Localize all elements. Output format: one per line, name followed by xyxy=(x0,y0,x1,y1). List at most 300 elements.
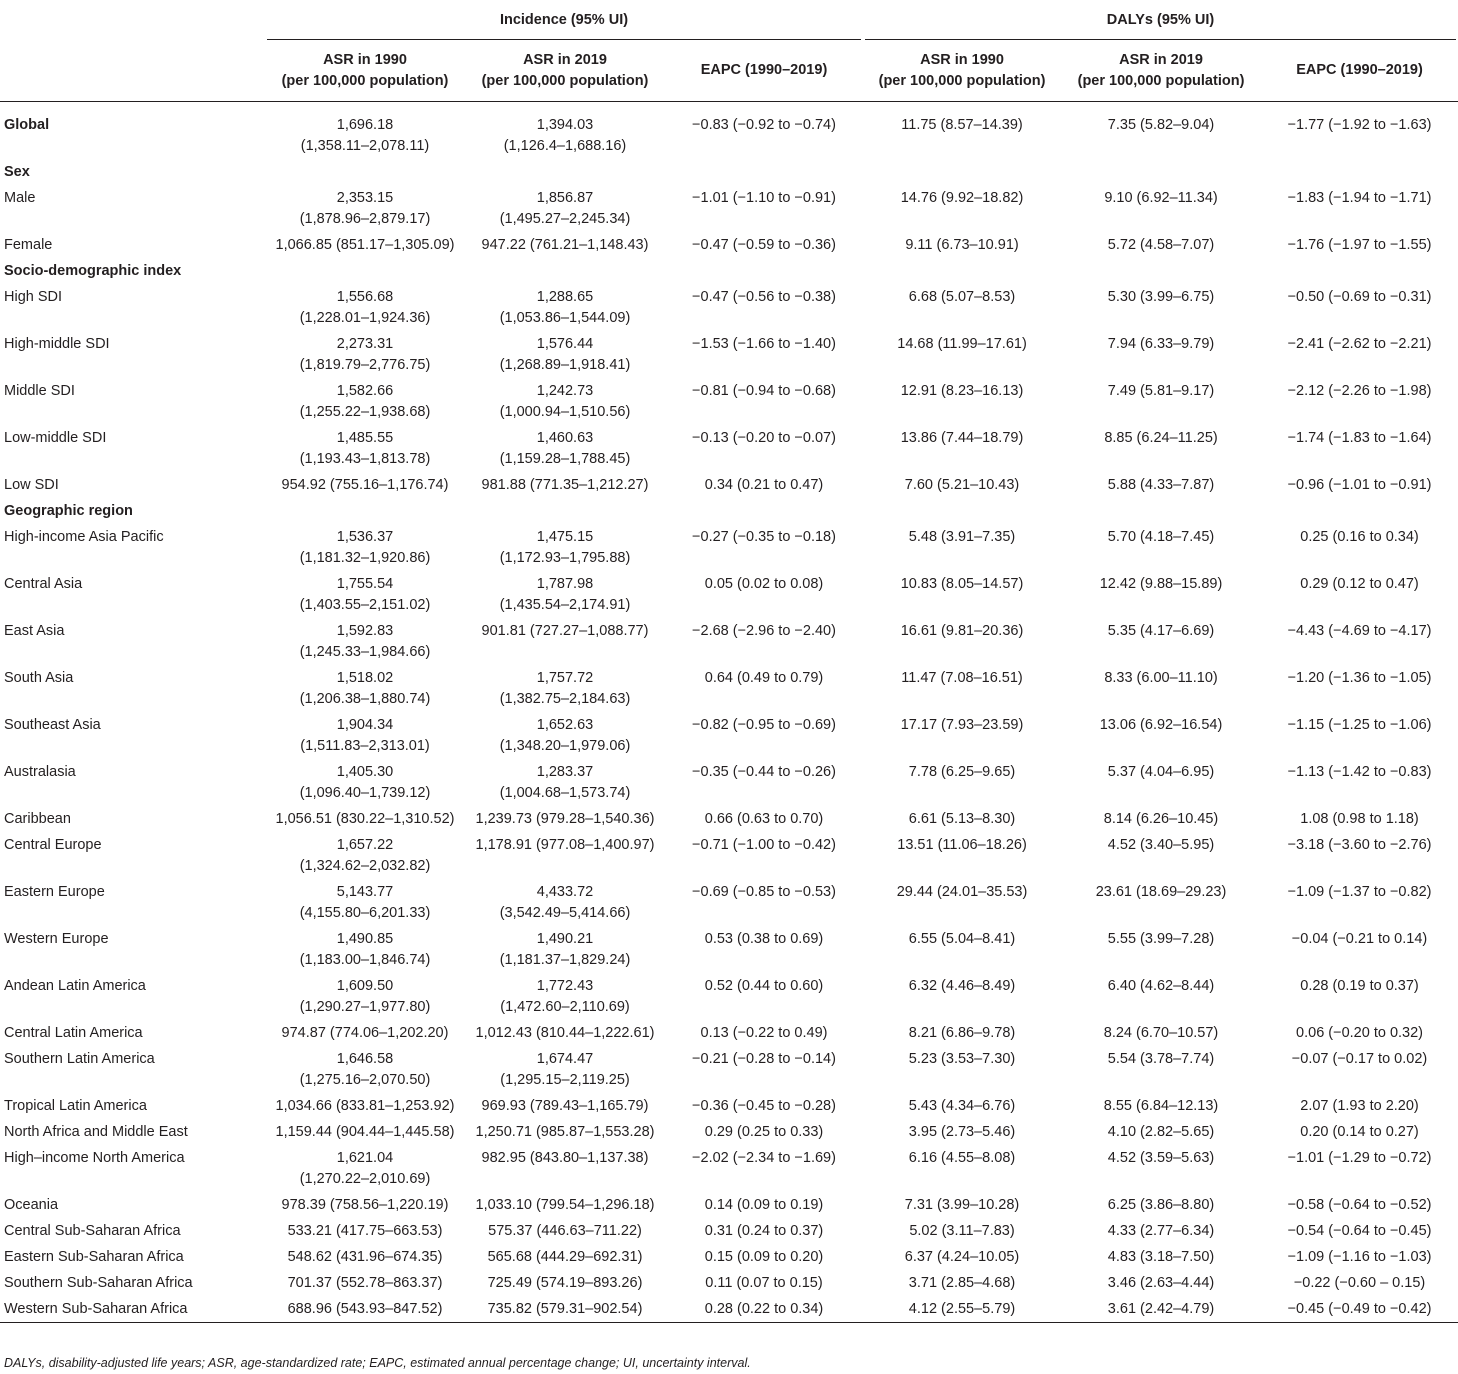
table-cell xyxy=(863,379,1061,426)
header-col-3: EAPC (1990–2019) xyxy=(665,40,863,102)
table-cell xyxy=(265,102,465,160)
cell-value: 3.61 (2.42–4.79) xyxy=(1107,1300,1215,1317)
table-cell xyxy=(265,332,465,379)
table-cell xyxy=(1261,1094,1458,1120)
cell-value: 548.62 (431.96–674.35) xyxy=(287,1248,443,1265)
cell-value: 7.31 (3.99–10.28) xyxy=(904,1196,1020,1213)
table-cell xyxy=(265,186,465,233)
table-cell xyxy=(665,760,863,807)
cell-value: −2.41 (−2.62 to −2.21) xyxy=(1287,335,1432,352)
row-label: East Asia xyxy=(4,622,65,639)
cell-value: 11.75 (8.57–14.39) xyxy=(901,117,1023,133)
cell-value: 3.95 (2.73–5.46) xyxy=(908,1123,1016,1140)
table-cell xyxy=(1061,1047,1261,1094)
cell-value: 0.29 (0.12 to 0.47) xyxy=(1300,575,1419,592)
table-cell xyxy=(465,1146,665,1193)
header-group-incidence: Incidence (95% UI) xyxy=(265,0,863,40)
table-cell xyxy=(665,619,863,666)
table-cell xyxy=(1061,760,1261,807)
cell-value: 1,556.68 xyxy=(336,288,394,305)
cell-value: 3.46 (2.63–4.44) xyxy=(1107,1274,1215,1291)
table-cell xyxy=(863,525,1061,572)
cell-value: 0.52 (0.44 to 0.60) xyxy=(704,977,824,994)
cell-value: 954.92 (755.16–1,176.74) xyxy=(281,476,449,493)
table-cell xyxy=(265,833,465,880)
cell-value: 0.15 (0.09 to 0.20) xyxy=(704,1248,824,1265)
cell-value: 5.54 (3.78–7.74) xyxy=(1107,1050,1215,1067)
table-cell xyxy=(665,1245,863,1271)
table-cell xyxy=(265,807,465,833)
cell-value: 8.85 (6.24–11.25) xyxy=(1104,429,1218,446)
table-cell xyxy=(1061,379,1261,426)
table-cell xyxy=(265,880,465,927)
cell-value: 4.33 (2.77–6.34) xyxy=(1107,1222,1215,1239)
cell-value: 565.68 (444.29–692.31) xyxy=(487,1248,643,1265)
table-cell xyxy=(265,233,465,259)
cell-value: −0.27 (−0.35 to −0.18) xyxy=(692,528,836,545)
cell-value: −3.18 (−3.60 to −2.76) xyxy=(1287,836,1432,853)
table-cell xyxy=(665,927,863,974)
section-label: Geographic region xyxy=(4,502,133,519)
table-cell xyxy=(665,379,863,426)
table-cell xyxy=(863,713,1061,760)
table-cell xyxy=(1261,760,1458,807)
table-cell xyxy=(265,1297,465,1323)
row-label: Southern Sub-Saharan Africa xyxy=(4,1274,193,1291)
table-row xyxy=(0,1021,1458,1047)
cell-interval: (1,172.93–1,795.88) xyxy=(499,549,631,566)
cell-value: 13.51 (11.06–18.26) xyxy=(897,836,1027,853)
table-cell xyxy=(465,1047,665,1094)
table-cell xyxy=(465,1193,665,1219)
table-cell xyxy=(1061,572,1261,619)
cell-value: 11.47 (7.08–16.51) xyxy=(901,669,1023,686)
cell-value: −0.45 (−0.49 to −0.42) xyxy=(1287,1300,1432,1317)
cell-value: 1,657.22 xyxy=(336,836,394,853)
table-cell xyxy=(1061,619,1261,666)
cell-value: 7.60 (5.21–10.43) xyxy=(904,476,1020,493)
cell-value: 4.10 (2.82–5.65) xyxy=(1107,1123,1215,1140)
cell-value: 1,518.02 xyxy=(336,669,394,686)
cell-value: 0.31 (0.24 to 0.37) xyxy=(704,1222,824,1239)
table-cell xyxy=(863,186,1061,233)
table-cell xyxy=(465,379,665,426)
cell-value: 6.68 (5.07–8.53) xyxy=(908,288,1016,305)
cell-value: 1,460.63 xyxy=(536,429,594,446)
table-cell xyxy=(465,186,665,233)
table-row xyxy=(0,760,1458,807)
table-cell xyxy=(863,666,1061,713)
cell-interval: (1,268.89–1,918.41) xyxy=(499,356,631,373)
row-label: Male xyxy=(4,189,36,206)
table-cell xyxy=(665,713,863,760)
cell-value: 8.21 (6.86–9.78) xyxy=(908,1024,1016,1041)
row-label: Eastern Sub-Saharan Africa xyxy=(4,1248,184,1265)
table-row xyxy=(0,572,1458,619)
table-cell xyxy=(1261,880,1458,927)
cell-interval: (1,324.62–2,032.82) xyxy=(299,857,431,874)
table-cell xyxy=(863,1297,1061,1323)
cell-value: 1,646.58 xyxy=(336,1050,394,1067)
cell-value: 8.24 (6.70–10.57) xyxy=(1103,1024,1219,1041)
table-cell xyxy=(1061,233,1261,259)
table-cell xyxy=(1261,1193,1458,1219)
table-cell xyxy=(465,426,665,473)
table-cell xyxy=(863,880,1061,927)
cell-value: 0.13 (−0.22 to 0.49) xyxy=(700,1024,828,1041)
table-cell xyxy=(1061,1297,1261,1323)
row-label: Southeast Asia xyxy=(4,716,101,733)
cell-value: 4.12 (2.55–5.79) xyxy=(908,1300,1016,1317)
table-cell xyxy=(465,572,665,619)
table-row xyxy=(0,102,1458,160)
cell-value: 5.35 (4.17–6.69) xyxy=(1107,622,1215,639)
row-label: Central Asia xyxy=(4,575,83,592)
table-cell xyxy=(1061,285,1261,332)
table-cell xyxy=(1261,1219,1458,1245)
table-cell xyxy=(465,807,665,833)
cell-value: −2.68 (−2.96 to −2.40) xyxy=(692,622,836,639)
table-cell xyxy=(665,525,863,572)
table-cell xyxy=(265,572,465,619)
table-row xyxy=(0,1219,1458,1245)
table-row xyxy=(0,332,1458,379)
table-row xyxy=(0,807,1458,833)
table-row xyxy=(0,619,1458,666)
cell-value: −1.15 (−1.25 to −1.06) xyxy=(1287,716,1432,733)
cell-interval: (1,290.27–1,977.80) xyxy=(299,998,431,1015)
cell-value: 1,066.85 (851.17–1,305.09) xyxy=(275,236,455,253)
cell-value: 0.28 (0.19 to 0.37) xyxy=(1300,977,1419,994)
cell-value: 5.48 (3.91–7.35) xyxy=(908,528,1016,545)
cell-value: −0.58 (−0.64 to −0.52) xyxy=(1287,1196,1432,1213)
table-cell xyxy=(1061,807,1261,833)
row-label: High–income North America xyxy=(4,1149,185,1166)
table-cell xyxy=(265,619,465,666)
table-cell xyxy=(1261,1120,1458,1146)
table-cell xyxy=(863,572,1061,619)
table-cell xyxy=(1261,1297,1458,1323)
table-cell xyxy=(265,379,465,426)
table-cell xyxy=(265,285,465,332)
table-cell xyxy=(863,1193,1061,1219)
table-cell xyxy=(665,1021,863,1047)
cell-value: −1.01 (−1.10 to −0.91) xyxy=(692,189,836,206)
cell-interval: (1,435.54–2,174.91) xyxy=(499,596,631,613)
cell-value: 14.76 (9.92–18.82) xyxy=(900,189,1024,206)
cell-value: −1.74 (−1.83 to −1.64) xyxy=(1287,429,1432,446)
cell-value: 1,772.43 xyxy=(536,977,594,994)
cell-interval: (1,382.75–2,184.63) xyxy=(499,690,631,707)
row-label: South Asia xyxy=(4,669,74,686)
table-cell xyxy=(465,760,665,807)
cell-value: 1,242.73 xyxy=(536,382,594,399)
cell-value: 5.88 (4.33–7.87) xyxy=(1107,476,1215,493)
cell-value: −1.01 (−1.29 to −0.72) xyxy=(1287,1149,1432,1166)
section-filler xyxy=(265,259,1458,285)
cell-value: −1.77 (−1.92 to −1.63) xyxy=(1287,117,1432,133)
cell-value: 7.35 (5.82–9.04) xyxy=(1107,117,1215,133)
row-label: Caribbean xyxy=(4,810,71,827)
cell-value: 735.82 (579.31–902.54) xyxy=(487,1300,643,1317)
table-cell xyxy=(1061,1219,1261,1245)
cell-value: 575.37 (446.63–711.22) xyxy=(488,1222,642,1239)
table-cell xyxy=(265,1047,465,1094)
table-cell xyxy=(1261,1021,1458,1047)
table-row xyxy=(0,1193,1458,1219)
table-row xyxy=(0,666,1458,713)
cell-value: 1,536.37 xyxy=(336,528,394,545)
cell-interval: (1,193.43–1,813.78) xyxy=(299,450,431,467)
cell-value: 8.55 (6.84–12.13) xyxy=(1103,1097,1219,1114)
cell-value: 1.08 (0.98 to 1.18) xyxy=(1300,810,1419,827)
table-row xyxy=(0,880,1458,927)
table-cell xyxy=(1061,1245,1261,1271)
table-cell xyxy=(1261,1245,1458,1271)
cell-interval: (3,542.49–5,414.66) xyxy=(499,904,631,921)
cell-value: 5,143.77 xyxy=(336,883,394,900)
table-row xyxy=(0,426,1458,473)
cell-value: 5.55 (3.99–7.28) xyxy=(1107,930,1215,947)
table-cell xyxy=(1261,473,1458,499)
cell-interval: (1,819.79–2,776.75) xyxy=(299,356,431,373)
table-cell xyxy=(1061,525,1261,572)
cell-value: 12.42 (9.88–15.89) xyxy=(1099,575,1223,592)
cell-value: 2,353.15 xyxy=(336,189,394,206)
table-cell xyxy=(465,233,665,259)
table-row xyxy=(0,927,1458,974)
table-cell xyxy=(465,1021,665,1047)
row-label: Global xyxy=(4,117,50,133)
cell-value: 5.02 (3.11–7.83) xyxy=(909,1222,1015,1239)
cell-interval: (1,181.32–1,920.86) xyxy=(299,549,431,566)
table-cell xyxy=(1261,619,1458,666)
cell-interval: (4,155.80–6,201.33) xyxy=(299,904,431,921)
cell-value: 7.49 (5.81–9.17) xyxy=(1107,382,1215,399)
cell-value: −0.21 (−0.28 to −0.14) xyxy=(692,1050,836,1067)
row-label: Western Sub-Saharan Africa xyxy=(0,1297,265,1323)
cell-value: 1,012.43 (810.44–1,222.61) xyxy=(475,1024,655,1041)
header-col-6: EAPC (1990–2019) xyxy=(1261,40,1458,102)
cell-value: 5.43 (4.34–6.76) xyxy=(908,1097,1016,1114)
row-label: Eastern Europe xyxy=(4,883,105,900)
cell-value: 8.14 (6.26–10.45) xyxy=(1103,810,1219,827)
cell-interval: (1,159.28–1,788.45) xyxy=(499,450,631,467)
cell-value: 1,405.30 xyxy=(336,763,394,780)
table-cell xyxy=(1261,233,1458,259)
cell-value: 7.78 (6.25–9.65) xyxy=(908,763,1016,780)
cell-value: 23.61 (18.69–29.23) xyxy=(1095,883,1227,900)
cell-value: 0.29 (0.25 to 0.33) xyxy=(704,1123,824,1140)
cell-value: −1.20 (−1.36 to −1.05) xyxy=(1287,669,1432,686)
table-cell xyxy=(1061,1120,1261,1146)
cell-interval: (1,275.16–2,070.50) xyxy=(299,1071,431,1088)
row-label: Australasia xyxy=(4,763,76,780)
cell-value: −2.02 (−2.34 to −1.69) xyxy=(692,1149,836,1166)
cell-value: 0.14 (0.09 to 0.19) xyxy=(704,1196,824,1213)
row-label: High-income Asia Pacific xyxy=(4,528,164,545)
table-cell xyxy=(1061,1094,1261,1120)
row-label: Female xyxy=(4,236,53,253)
table-cell xyxy=(265,426,465,473)
table-cell xyxy=(665,1219,863,1245)
table-cell xyxy=(1261,974,1458,1021)
row-label: Low-middle SDI xyxy=(4,429,107,446)
row-label: Andean Latin America xyxy=(4,977,146,994)
table-cell xyxy=(1261,713,1458,760)
cell-value: −0.50 (−0.69 to −0.31) xyxy=(1287,288,1432,305)
cell-value: −0.82 (−0.95 to −0.69) xyxy=(692,716,836,733)
cell-value: 1,033.10 (799.54–1,296.18) xyxy=(475,1196,655,1213)
cell-value: 725.49 (574.19–893.26) xyxy=(487,1274,643,1291)
cell-value: 2,273.31 xyxy=(336,335,394,352)
table-cell xyxy=(863,927,1061,974)
table-cell xyxy=(465,927,665,974)
cell-value: 1,288.65 xyxy=(536,288,594,305)
cell-value: −0.22 (−0.60 – 0.15) xyxy=(1293,1274,1426,1291)
table-row xyxy=(0,473,1458,499)
row-label: Central Europe xyxy=(4,836,102,853)
table-cell xyxy=(1061,1271,1261,1297)
cell-value: 982.95 (843.80–1,137.38) xyxy=(481,1149,649,1166)
table-cell xyxy=(665,666,863,713)
table-cell xyxy=(1261,332,1458,379)
table-cell xyxy=(665,1193,863,1219)
cell-interval: (1,472.60–2,110.69) xyxy=(500,998,630,1015)
table-body xyxy=(0,102,1458,1323)
table-cell xyxy=(265,1120,465,1146)
table-row xyxy=(0,1146,1458,1193)
table-cell xyxy=(465,102,665,160)
row-label: Southern Latin America xyxy=(4,1050,155,1067)
table-row xyxy=(0,1245,1458,1271)
cell-value: 4.83 (3.18–7.50) xyxy=(1107,1248,1215,1265)
table-cell xyxy=(1261,927,1458,974)
section-row xyxy=(0,160,1458,186)
cell-value: −1.76 (−1.97 to −1.55) xyxy=(1287,236,1432,253)
cell-value: 0.28 (0.22 to 0.34) xyxy=(704,1300,824,1317)
row-label: Low SDI xyxy=(4,476,59,493)
cell-value: 6.37 (4.24–10.05) xyxy=(904,1248,1020,1265)
table-cell xyxy=(1061,1193,1261,1219)
table-cell xyxy=(665,186,863,233)
cell-value: 1,056.51 (830.22–1,310.52) xyxy=(275,810,455,827)
cell-value: −1.53 (−1.66 to −1.40) xyxy=(692,335,836,352)
table-row xyxy=(0,233,1458,259)
table-cell xyxy=(665,1094,863,1120)
cell-value: 688.96 (543.93–847.52) xyxy=(287,1300,443,1317)
table-footnote: DALYs, disability-adjusted life years; ASR, age-standardized rate; EAPC, estimated annual percentage change; UI, uncertainty interval. xyxy=(4,1356,751,1370)
table-cell xyxy=(1261,285,1458,332)
table-cell xyxy=(465,833,665,880)
section-label: Sex xyxy=(4,163,30,180)
table-cell xyxy=(1061,426,1261,473)
table-row xyxy=(0,974,1458,1021)
table-cell xyxy=(665,572,863,619)
cell-value: 1,904.34 xyxy=(336,716,394,733)
cell-value: 974.87 (774.06–1,202.20) xyxy=(281,1024,449,1041)
table-cell xyxy=(665,807,863,833)
table-cell xyxy=(1061,332,1261,379)
table-cell xyxy=(465,666,665,713)
table-cell xyxy=(1261,807,1458,833)
section-label: Socio-demographic index xyxy=(4,262,182,279)
section-row xyxy=(0,259,1458,285)
cell-value: 1,394.03 xyxy=(536,117,594,133)
cell-value: 5.23 (3.53–7.30) xyxy=(908,1050,1016,1067)
cell-interval: (1,126.4–1,688.16) xyxy=(503,138,627,154)
cell-value: 0.20 (0.14 to 0.27) xyxy=(1300,1123,1419,1140)
cell-interval: (1,053.86–1,544.09) xyxy=(499,309,631,326)
cell-value: −0.35 (−0.44 to −0.26) xyxy=(692,763,836,780)
header-col-1: ASR in 1990 (per 100,000 population) xyxy=(265,40,465,102)
cell-value: 14.68 (11.99–17.61) xyxy=(897,335,1027,352)
cell-value: 3.71 (2.85–4.68) xyxy=(908,1274,1016,1291)
cell-interval: (1,228.01–1,924.36) xyxy=(299,309,431,326)
row-label: Central Sub-Saharan Africa xyxy=(4,1222,181,1239)
cell-value: 701.37 (552.78–863.37) xyxy=(287,1274,443,1291)
cell-value: −2.12 (−2.26 to −1.98) xyxy=(1287,382,1432,399)
cell-value: 12.91 (8.23–16.13) xyxy=(900,382,1024,399)
cell-value: 978.39 (758.56–1,220.19) xyxy=(281,1196,449,1213)
cell-interval: (1,000.94–1,510.56) xyxy=(499,403,631,420)
cell-interval: (1,403.55–2,151.02) xyxy=(299,596,431,613)
table-cell xyxy=(863,285,1061,332)
cell-value: 1,787.98 xyxy=(536,575,594,592)
section-filler xyxy=(265,499,1458,525)
table-cell xyxy=(665,880,863,927)
table-cell xyxy=(863,1219,1061,1245)
table-cell xyxy=(863,332,1061,379)
table-cell xyxy=(1261,102,1458,160)
cell-value: −0.47 (−0.59 to −0.36) xyxy=(692,236,836,253)
table-cell xyxy=(1261,525,1458,572)
cell-interval: (1,181.37–1,829.24) xyxy=(499,951,631,968)
cell-value: 1,490.21 xyxy=(536,930,594,947)
row-label: Central Latin America xyxy=(4,1024,143,1041)
table-cell xyxy=(863,760,1061,807)
header-col-2: ASR in 2019 (per 100,000 population) xyxy=(465,40,665,102)
table-cell xyxy=(1261,1271,1458,1297)
table-row xyxy=(0,1120,1458,1146)
cell-value: 6.32 (4.46–8.49) xyxy=(908,977,1016,994)
table-cell xyxy=(665,426,863,473)
cell-value: 0.06 (−0.20 to 0.32) xyxy=(1296,1024,1423,1041)
table-cell xyxy=(265,1193,465,1219)
table-header xyxy=(0,0,1458,102)
table-cell xyxy=(1261,833,1458,880)
cell-interval: (1,495.27–2,245.34) xyxy=(499,210,631,227)
cell-value: 0.66 (0.63 to 0.70) xyxy=(704,810,824,827)
table-cell xyxy=(465,1245,665,1271)
cell-value: −1.09 (−1.37 to −0.82) xyxy=(1287,883,1432,900)
cell-value: −0.69 (−0.85 to −0.53) xyxy=(692,883,836,900)
cell-value: 1,592.83 xyxy=(336,622,394,639)
table-cell xyxy=(863,233,1061,259)
table-cell xyxy=(863,1047,1061,1094)
cell-interval: (1,245.33–1,984.66) xyxy=(299,643,431,660)
table-cell xyxy=(465,285,665,332)
table-cell xyxy=(863,974,1061,1021)
section-filler xyxy=(265,160,1458,186)
table-row xyxy=(0,186,1458,233)
table-cell xyxy=(863,1146,1061,1193)
cell-value: 1,755.54 xyxy=(336,575,394,592)
header-col-5: ASR in 2019 (per 100,000 population) xyxy=(1061,40,1261,102)
cell-value: 1,576.44 xyxy=(536,335,594,352)
table-cell xyxy=(665,285,863,332)
row-label: Oceania xyxy=(4,1196,59,1213)
